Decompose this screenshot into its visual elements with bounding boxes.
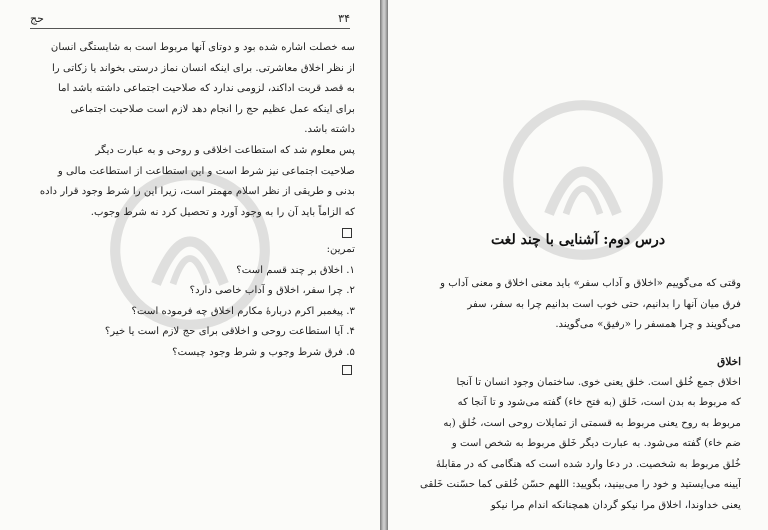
right-page (388, 0, 768, 530)
text-line: داشته باشد. (304, 124, 355, 135)
text-line: یعنی خداوندا، اخلاق مرا نیکو گردان همچنانکه اندام مرا نیکو (490, 499, 741, 511)
running-title: حج (30, 12, 44, 25)
text-line: فرق میان آنها را بدانیم، حتی خوب است بدانیم چرا به سفر، سفر (467, 298, 741, 310)
text-line: وقتی که می‌گوییم «اخلاق و آداب سفر» باید معنی اخلاق و معنی آداب و (440, 278, 741, 289)
end-of-section-marker (342, 228, 352, 238)
exercises-label: تمرین: (326, 244, 355, 255)
text-line: از نظر اخلاق معاشرتی. برای اینکه انسان نماز درستی بخواند یا زکاتی را (51, 62, 355, 74)
left-page (0, 0, 380, 530)
exercise-item: ۲. چرا سفر، اخلاق و آداب خاصی دارد؟ (189, 285, 355, 296)
exercise-item: ۱. اخلاق بر چند قسم است؟ (236, 264, 355, 276)
book-gutter (380, 0, 388, 530)
page-number: ۳۴ (338, 12, 350, 25)
end-of-exercises-marker (342, 365, 352, 375)
text-line: ضم خاء) گفته می‌شود. به عبارت دیگر خَلق مربوط به شخص است و (451, 438, 741, 449)
text-line: بدنی و طریقی از نظر اسلام مهمتر است، زیرا این را شرط وجود قرار داده (39, 186, 355, 197)
section-heading: اخلاق (717, 356, 741, 368)
paragraph-1 (30, 38, 355, 141)
page-header (30, 12, 350, 29)
text-line: پس معلوم شد که استطاعت اخلاقی و روحی و به عبارت دیگر (95, 145, 355, 156)
text-line: که الزاماً باید آن را به وجود آورد و تحصیل کرد نه شرط وجوب. (90, 206, 355, 218)
text-line: خُلق مربوط به شخصیت. در دعا وارد شده است که هنگامی که در مقابلهٔ (436, 458, 741, 470)
intro-paragraph (416, 274, 741, 336)
lesson-title: درس دوم: آشنایی با چند لغت (490, 232, 666, 248)
text-line: مربوط به روح یعنی مربوط به قسمتی از تمایلات روحی است، خُلق (به (443, 417, 741, 429)
text-line: آیینه می‌ایستید و خود را می‌بینید، بگویید: اللهم حسّن خُلقی کما حسّنت خَلقی (419, 479, 741, 490)
text-line: اخلاق جمع خُلق است. خلق یعنی خوی. ساختمان وجود انسان تا آنجا (456, 376, 741, 388)
exercise-item: ۳. پیغمبر اکرم دربارهٔ مکارم اخلاق چه فرموده است؟ (131, 305, 355, 317)
exercises-block (30, 240, 355, 363)
exercise-item: ۴. آیا استطاعت روحی و اخلاقی برای حج لازم است یا خیر؟ (104, 326, 355, 337)
text-line: سه خصلت اشاره شده بود و دوتای آنها مربوط است به شایستگی انسان (50, 42, 355, 53)
text-line: صلاحیت اجتماعی نیز شرط است و این استطاعت از استطاعت مالی و (57, 165, 355, 177)
text-line: که مربوط به بدن است، خَلق (به فتح خاء) گفته می‌شود و تا آنجا که (457, 397, 741, 408)
section-akhlaq (416, 352, 741, 516)
text-line: به قصد قربت اداکند، لزومی ندارد که صلاحیت اجتماعی داشته باشد اما (58, 83, 355, 94)
exercise-item: ۵. فرق شرط وجوب و شرط وجود چیست؟ (172, 346, 355, 358)
text-line: می‌گویند و چرا همسفر را «رفیق» می‌گویند. (555, 319, 741, 330)
text-line: برای اینکه عمل عظیم حج را انجام دهد لازم است صلاحیت اجتماعی (70, 103, 355, 115)
paragraph-2 (30, 141, 355, 223)
